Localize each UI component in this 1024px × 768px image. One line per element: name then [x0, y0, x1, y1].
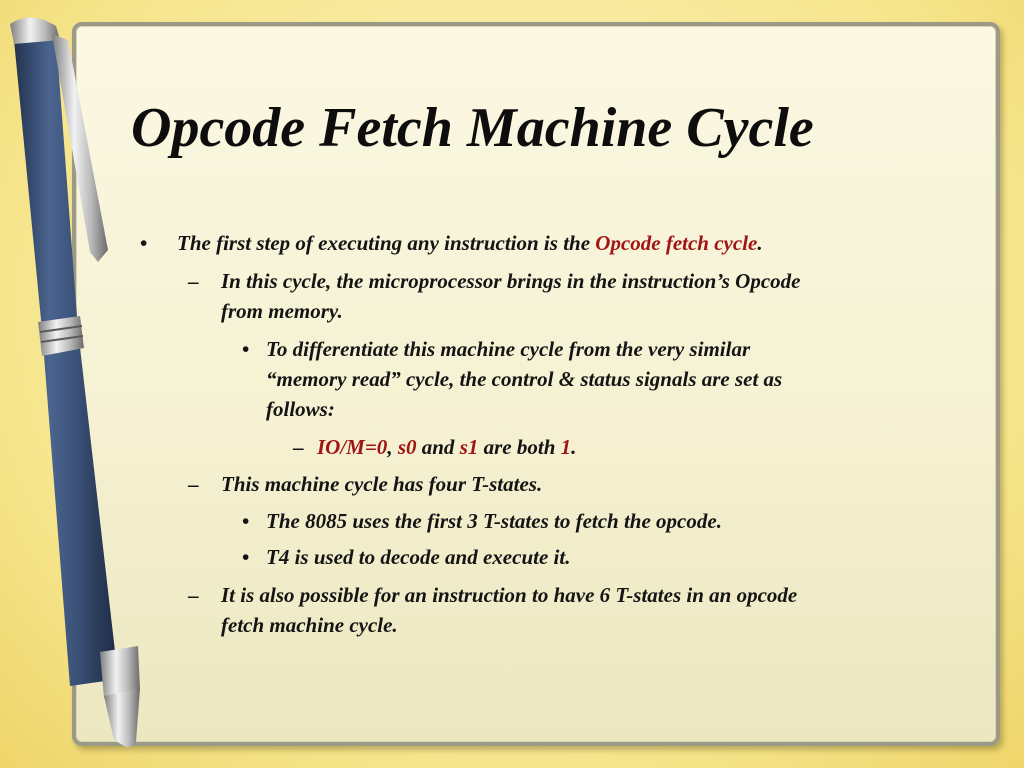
bullet-marker: • — [140, 231, 148, 255]
signal-s0: s0 — [397, 435, 417, 459]
signal-io-m: IO/M=0 — [317, 435, 388, 459]
sub-bullet-this-cycle-l2: from memory. — [221, 299, 343, 323]
sub-sub-bullet-t4: T4 is used to decode and execute it. — [266, 545, 571, 569]
dash-marker: – — [188, 583, 199, 607]
signal-values-line: IO/M=0, s0 and s1 are both 1. — [317, 435, 577, 459]
dash-marker: – — [188, 472, 199, 496]
bullet-marker: • — [242, 509, 250, 533]
sub-sub-bullet-differentiate-l3: follows: — [266, 397, 335, 421]
sub-bullet-this-cycle-l1: In this cycle, the microprocessor brings in the instruction’s Opcode — [221, 269, 801, 293]
bullet-first-step: The first step of executing any instruction is the Opcode fetch cycle. — [177, 231, 763, 255]
slide-title: Opcode Fetch Machine Cycle — [131, 97, 814, 159]
sub-bullet-four-t-states: This machine cycle has four T-states. — [221, 472, 543, 496]
dash-marker: – — [293, 435, 304, 459]
bullet-marker: • — [242, 337, 250, 361]
highlight-opcode-fetch-cycle: Opcode fetch cycle — [595, 231, 758, 255]
sub-sub-bullet-8085: The 8085 uses the first 3 T-states to fetch the opcode. — [266, 509, 722, 533]
sub-bullet-six-t-states-l1: It is also possible for an instruction to have 6 T-states in an opcode — [221, 583, 798, 607]
bullet-marker: • — [242, 545, 250, 569]
signal-value: 1 — [560, 435, 572, 459]
sub-sub-bullet-differentiate-l1: To differentiate this machine cycle from the very similar — [266, 337, 751, 361]
sub-bullet-six-t-states-l2: fetch machine cycle. — [221, 613, 398, 637]
sub-sub-bullet-differentiate-l2: “memory read” cycle, the control & status signals are set as — [266, 367, 783, 391]
signal-s1: s1 — [459, 435, 479, 459]
dash-marker: – — [188, 269, 199, 293]
